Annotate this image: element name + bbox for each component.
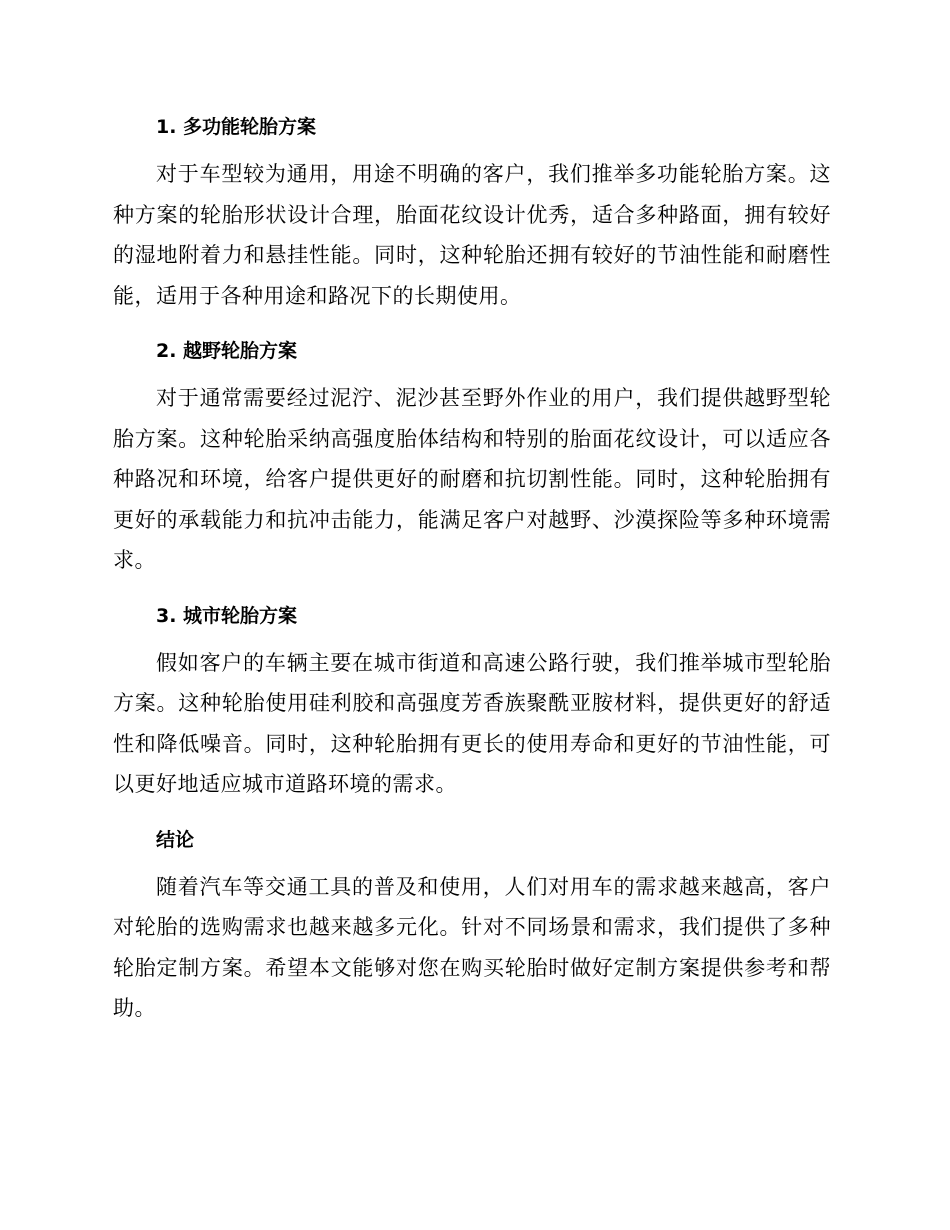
section-paragraph-multifunction: 对于车型较为通用，用途不明确的客户，我们推举多功能轮胎方案。这种方案的轮胎形状设计合理，胎面花纹设计优秀，适合多种路面，拥有较好的湿地附着力和悬挂性能。同时，这种轮胎还拥有较好的节油性能和耐磨性能，适用于各种用途和路况下的长期使用。 <box>113 162 831 308</box>
section-heading-offroad: 2. 越野轮胎方案 <box>156 340 298 362</box>
section-paragraph-offroad: 对于通常需要经过泥泞、泥沙甚至野外作业的用户，我们提供越野型轮胎方案。这种轮胎采纳高强度胎体结构和特别的胎面花纹设计，可以适应各种路况和环境，给客户提供更好的耐磨和抗切割性能。同时，这种轮胎拥有更好的承载能力和抗冲击能力，能满足客户对越野、沙漠探险等多种环境需求。 <box>113 386 831 572</box>
section-paragraph-city: 假如客户的车辆主要在城市街道和高速公路行驶，我们推举城市型轮胎方案。这种轮胎使用硅利胶和高强度芳香族聚酰亚胺材料，提供更好的舒适性和降低噪音。同时，这种轮胎拥有更长的使用寿命和更好的节油性能，可以更好地适应城市道路环境的需求。 <box>113 650 831 796</box>
section-heading-city: 3. 城市轮胎方案 <box>156 604 298 627</box>
section-heading-multifunction: 1. 多功能轮胎方案 <box>156 116 317 138</box>
document-page <box>113 104 831 1041</box>
section-paragraph-conclusion: 随着汽车等交通工具的普及和使用，人们对用车的需求越来越高，客户对轮胎的选购需求也越来越多元化。针对不同场景和需求，我们提供了多种轮胎定制方案。希望本文能够对您在购买轮胎时做好定制方案提供参考和帮助。 <box>113 874 831 1020</box>
section-heading-conclusion: 结论 <box>156 828 195 851</box>
